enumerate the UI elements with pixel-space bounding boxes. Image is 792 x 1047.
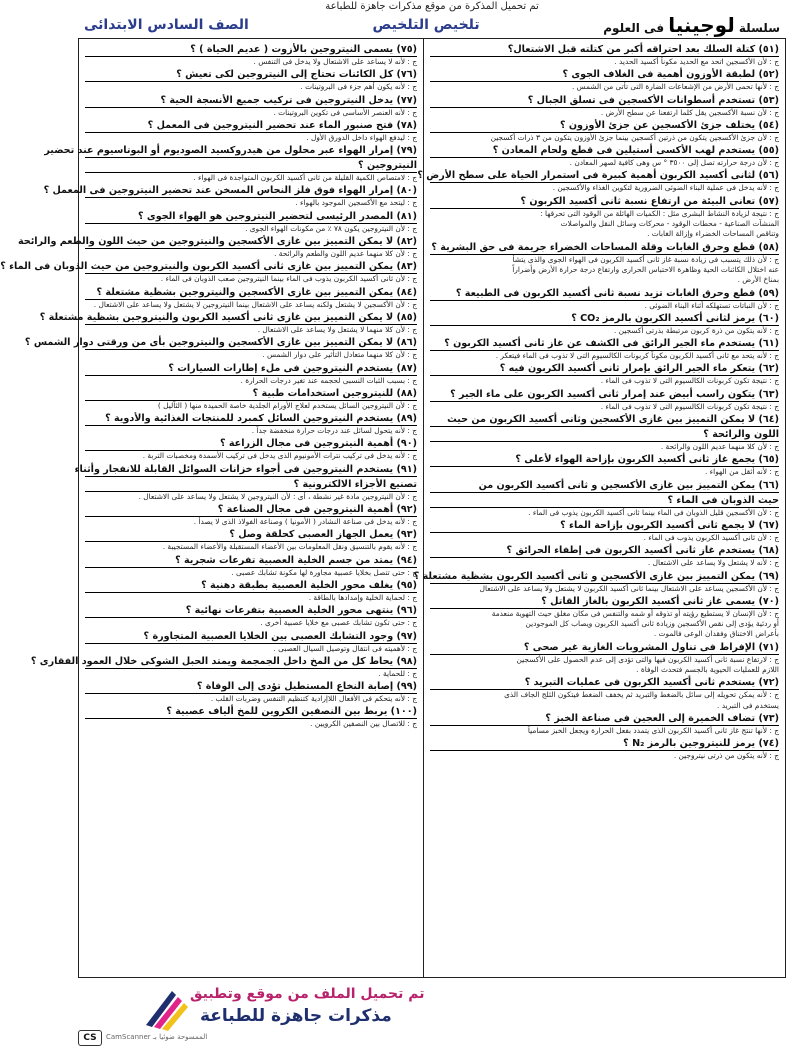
question-heading: (٧٩) إمرار الهواء عبر محلول من هيدروكسيد الصوديوم أو البوتاسيوم عند تحضير xyxy=(44,145,417,157)
question-heading: (٥٨) قطع وحرق الغابات وقلة المساحات الخضراء جريمة فى حق البشرية ؟ xyxy=(431,241,779,253)
question-heading: (٨٥) لا يمكن التمييز بين غازى ثانى أكسيد الكربون والنيتروجين بشظية مشتعلة ؟ xyxy=(39,311,417,323)
answer-line: ج : حتى تتصل بخلايا عصبية مجاورة لها مكونة تشابك عصبى . xyxy=(231,567,417,577)
answer-line: ج : لارتفاع نسبة ثانى أكسيد الكربون فيها والتى تؤدى إلى عدم الحصول على الأكسجين xyxy=(516,654,779,664)
answer-line: ج : لأنها تحمى الأرض من الإشعاعات الضارة التى تأتى من الشمس . xyxy=(571,82,779,92)
question-heading: تصنيع الأجزاء الالكترونية ؟ xyxy=(85,478,417,492)
question-heading: (٨٨) للنيتروجين استخدامات طبية ؟ xyxy=(85,387,417,401)
footer-line-2: مذكرات جاهزة للطباعة xyxy=(200,1006,392,1026)
answer-line: ج : لحماية الخلية وإمدادها بالطاقة . xyxy=(308,592,417,602)
answer-line: ج : ليدفع الهواء داخل الدورق الأول . xyxy=(306,132,417,142)
question-heading: (٧٣) تضاف الخميرة إلى العجين فى صناعة الخبز ؟ xyxy=(430,712,779,726)
question-heading: (٩٣) يعمل الجهاز العصبى كحلقة وصل ؟ xyxy=(85,528,417,542)
content-frame xyxy=(0,38,786,978)
page-header xyxy=(78,13,786,37)
answer-line: ج : لأنه يكون أهم جزء فى البروتينات . xyxy=(300,82,417,92)
answer-line: ج : للاتصال بين النصفين الكرويين . xyxy=(310,719,417,729)
answer-line: ج : نتيجة لزيادة النشاط البشرى مثل : الكميات الهائلة من الوقود التى تحرقها : xyxy=(540,208,779,218)
question-heading: (٥٧) تعانى البيئة من ارتفاع نسبة ثانى أكسيد الكربون ؟ xyxy=(430,195,779,209)
answer-line: عنه اختلال الكائنات الحية وظاهرة الاحتباس الحرارى وارتفاع درجة حرارة الأرض وأضراراً xyxy=(512,264,779,274)
question-heading: (٨٠) إمرار الهواء فوق فلز النحاس المسخن عند تحضير النيتروجين فى المعمل ؟ xyxy=(43,185,417,197)
question-heading: (٩٩) إصابة النخاع المستطيل تؤدى إلى الوفاة ؟ xyxy=(85,680,417,694)
answer-line: ج : لأنه يتكون من ذرة كربون مرتبطة بذرتى أكسجين . xyxy=(613,325,779,335)
question-heading: (٦٦) يمكن التمييز بين غازى الأكسجين و ثانى أكسيد الكربون من xyxy=(430,479,779,493)
answer-line: ج : لأنه أثقل من الهواء . xyxy=(704,467,779,477)
answer-line: ج : لأن النيتروجين السائل يستخدم لعلاج الأورام الجلدية خاصة الحميدة منها ( الثآليل ) xyxy=(157,400,417,410)
answer-line: ج : نتيجة تكون كربونات الكالسيوم التى لا تذوب فى الماء . xyxy=(600,401,779,411)
question-heading: (٦٣) يتكون راسب أبيض عند إمرار ثانى أكسيد الكربون على ماء الجير ؟ xyxy=(430,388,779,402)
answer-line: ج : لأن ثانى أكسيد الكربون يذوب فى الماء بينما النيتروجين صعب الذوبان فى الماء . xyxy=(160,274,417,284)
question-heading: (٨١) المصدر الرئيسى لتحضير النيتروجين هو الهواء الجوى ؟ xyxy=(85,210,417,224)
answer-line: ج : لأنها تنتج غاز ثانى أكسيد الكربون الذى يتمدد بفعل الحرارة ويجعل الخبز مسامياً xyxy=(527,725,779,735)
answer-line: المنشآت الصناعية - محطات الوقود - محركات وسائل النقل والمواصلات xyxy=(560,219,779,229)
series-title xyxy=(603,13,780,37)
question-heading: (٨٧) يستخدم النيتروجين فى ملء إطارات السيارات ؟ xyxy=(85,362,417,376)
series-name: لوجينيا xyxy=(668,13,735,37)
answer-line: ج : بسبب الثبات النسبى لحجمه عند تغير درجات الحرارة . xyxy=(240,375,417,385)
question-heading: (٩٦) ينتهى محور الخلية العصبية بتفرعات نهائية ؟ xyxy=(85,604,417,618)
answer-line: ج : لأن الإنسان لا يستطيع رؤيته أو تذوقه أو شمه والتنفس فى مكان مغلق حيث التهوية منعدمة xyxy=(491,608,779,618)
question-heading: (٧٥) يسمى النيتروجين بالأزوت ( عديم الحياة ) ؟ xyxy=(85,43,417,57)
answer-line: ج : لامتصاص الكمية القليلة من ثانى أكسيد الكربون المتواجدة فى الهواء . xyxy=(193,173,417,183)
question-heading: (٧٨) فتح صنبور الماء عند تحضير النيتروجين فى المعمل ؟ xyxy=(85,119,417,133)
answer-line: ج : لأن كلا منهما لا يشتعل ولا يساعد على الاشتعال . xyxy=(257,324,417,334)
answer-line: ج : لأن ثانى أكسيد الكربون يذوب فى الماء . xyxy=(643,532,779,542)
question-heading: (٩٨) يحاط كل من المخ داخل الجمجمة ويمتد الحبل الشوكى خلال العمود الفقارى ؟ xyxy=(30,655,417,667)
answer-line: بأعراض الاختناق وفقدان الوعى فالموت . xyxy=(653,629,779,639)
answer-line: ج : للحماية . xyxy=(378,668,417,678)
answer-line: ج : لأنه يدخل فى تركيب نترات الأمونيوم الذى يدخل فى تركيب الأسمدة ومخصبات التربة . xyxy=(142,451,417,461)
question-heading: (٦٩) يمكن التمييز بين غازى الأكسجين و ثانى أكسيد الكربون بشظية مشتعلة ؟ xyxy=(413,570,779,582)
question-heading: (٩٤) يمتد من جسم الخلية العصبية تفرعات شجرية ؟ xyxy=(85,554,417,568)
answer-line: ج : لأن النباتات تستهلكه أثناء البناء الضوئى . xyxy=(644,300,779,310)
grade-title: الصف السادس الابتدائى xyxy=(84,17,249,33)
summary-title: تلخيص التلخيص xyxy=(372,17,480,33)
series-subject: فى العلوم xyxy=(603,21,665,35)
question-heading: (٦٢) يتعكر ماء الجير الرائق بإمرار ثانى أكسيد الكربون فيه ؟ xyxy=(430,362,779,376)
question-heading: (٨٣) يمكن التمييز بين غازى ثانى أكسيد الكربون والنيتروجين من حيث الذوبان فى الماء ؟ xyxy=(0,261,417,273)
answer-line: ج : لأن كلا منهما عديم اللون والرائحة . xyxy=(660,442,779,452)
answer-line: ج : لأن كلا منهما متعادل التأثير على دوار الشمس . xyxy=(262,350,417,360)
question-heading: حيث الذوبان فى الماء ؟ xyxy=(430,494,779,508)
question-heading: (٥٢) لطبقة الأوزون أهمية فى الغلاف الجوى ؟ xyxy=(430,68,779,82)
answer-line: ج : لأنه يتكون من ذرتى نيتروجين . xyxy=(673,751,779,761)
question-heading: (٦٨) يستخدم غاز ثانى أكسيد الكربون فى إطفاء الحرائق ؟ xyxy=(430,544,779,558)
answer-line: ج : لأنه يتحكم فى الأفعال اللاإرادية كتنظيم التنفس وضربات القلب . xyxy=(210,694,417,704)
answer-line: ج : لأنه العنصر الأساسى فى تكوين البروتينات . xyxy=(273,107,417,117)
answer-line: ج : لأن النيتروجين مادة غير نشطة ، أى : لأن النيتروجين لا يشتعل ولا يساعد على الاشتعال . xyxy=(138,491,417,501)
answer-line: ج : لأنه لا يشتعل ولا يساعد على الاشتعال . xyxy=(647,558,779,568)
question-heading: (٥٩) قطع وحرق الغابات تزيد نسبة ثانى أكسيد الكربون فى الطبيعة ؟ xyxy=(430,287,779,301)
scanner-text: الممسوحة ضوئيا بـ CamScanner xyxy=(106,1033,208,1041)
question-heading: اللون والرائحة ؟ xyxy=(430,428,779,442)
answer-line: ج : لأنه يتحول لسائل عند درجات حرارة منخفضة جداً . xyxy=(251,426,417,436)
answer-line: ج : لأن ذلك يتسبب فى زيادة نسبة غاز ثانى أكسيد الكربون فى الهواء الجوى والذى يتشأ xyxy=(512,254,779,264)
question-heading: (٨٢) لا يمكن التمييز بين غازى الأكسجين والنيتروجين من حيث اللون والطعم والرائحة xyxy=(17,236,417,248)
answer-line: يستخدم فى التبريد . xyxy=(717,700,779,710)
question-heading: (٧٢) يستخدم ثانى أكسيد الكربون فى عمليات التبريد ؟ xyxy=(430,676,779,690)
top-download-note: تم تحميل المذكرة من موقع مذكرات جاهزة للطباعة xyxy=(325,1,539,12)
question-heading: (٩٥) يغلف محور الخلية العصبية بطبقة دهنية ؟ xyxy=(85,579,417,593)
answer-line: ج : حتى تكون تشابك عصبى مع خلايا عصبية أخرى . xyxy=(260,618,417,628)
question-heading: (٨٤) يمكن التمييز بين غازى الأكسجين والنيتروجين بشظية مشتعلة ؟ xyxy=(85,286,417,300)
answer-line: ج : لأن النيتروجين يكون ٧٨ ٪ من مكونات الهواء الجوى . xyxy=(245,223,417,233)
question-heading: (٦٠) يرمز لثانى أكسيد الكربون بالرمز CO₂ ؟ xyxy=(430,312,779,326)
question-heading: (٦١) يستخدم ماء الجير الرائق فى الكشف عن غاز ثانى أكسيد الكربون ؟ xyxy=(430,337,779,351)
question-heading: (٦٧) لا يجمع ثانى أكسيد الكربون بإزاحة الماء ؟ xyxy=(430,519,779,533)
question-heading: (٧٠) يسمى غاز ثانى أكسيد الكربون بالغاز القاتل ؟ xyxy=(430,595,779,609)
question-heading: (٧٤) يرمز للنيتروجين بالرمز N₂ ؟ xyxy=(430,737,779,751)
left-column xyxy=(0,39,423,977)
answer-line: ج : لأنه يقوم بالتنسيق ونقل المعلومات بين الأعضاء المستقبلة والأعضاء المستجيبة . xyxy=(162,542,417,552)
right-column xyxy=(413,39,785,977)
answer-line: ج : لأن نسبة الأكسجين يقل كلما ارتفعنا عن سطح الأرض . xyxy=(600,107,779,117)
answer-line: ج : لأن كلا منهما عديم اللون والطعم والرائحة . xyxy=(274,249,417,259)
answer-line: ج : لأن الأكسجين لا يشتعل ولكنه يساعد على الاشتعال بينما النيتروجين لا يشتعل ولا يساعد على الاشتعال . xyxy=(93,299,417,309)
question-heading: (٥٦) لثانى أكسيد الكربون أهمية كبيرة فى استمرار الحياة على سطح الأرض ؟ xyxy=(417,170,779,182)
answer-line: أو ردئية يؤدى إلى نقص الأكسجين وزيادة ثانى أكسيد الكربون ويصاب كل الموجودين xyxy=(525,619,779,629)
answer-line: ج : لأنه يدخل فى صناعة النشادر ( الأمونيا ) وصناعة الفولاذ الذى لا يصدأ . xyxy=(193,517,417,527)
question-heading: (٥٥) يستخدم لهب الأكسى أستيلين فى قطع ولحام المعادن ؟ xyxy=(430,144,779,158)
answer-line: بمناخ الأرض . xyxy=(737,275,779,285)
answer-line: ج : لأن درجة حرارته تصل إلى ٣٥٠٠ ° س وهى كافية لصهر المعادن . xyxy=(569,158,779,168)
question-heading: (٩٠) أهمية النيتروجين فى مجال الزراعة ؟ xyxy=(85,437,417,451)
scanner-badge: CS xyxy=(78,1030,102,1046)
question-heading: (٨٩) يستخدم النيتروجين السائل كمبرد للمنتجات الغذائية والأدوية ؟ xyxy=(85,412,417,426)
question-heading: (٦٤) لا يمكن التمييز بين غازى الأكسجين وثانى أكسيد الكربون من حيث xyxy=(430,413,779,427)
question-heading: (٩٢) أهمية النيتروجين فى مجال الصناعة ؟ xyxy=(85,503,417,517)
answer-line: ج : لأهميته فى انتقال وتوصيل السيال العصبى . xyxy=(273,643,417,653)
answer-line: ج : نتيجة تكون كربونات الكالسيوم التى لا تذوب فى الماء . xyxy=(600,376,779,386)
question-heading: (٧٧) يدخل النيتروجين فى تركيب جميع الأنسجة الحية ؟ xyxy=(85,94,417,108)
answer-line: ج : لأنه يتحد مع ثانى أكسيد الكربون مكوناً كربونات الكالسيوم التى لا تذوب فى الماء فيتعكر . xyxy=(495,351,779,361)
question-heading: (٥٤) يختلف جزئ الأكسجين عن جزئ الأوزون ؟ xyxy=(430,119,779,133)
question-heading: (٩١) يستخدم النيتروجين فى أجواء خزانات السوائل القابلة للانفجار وأثناء xyxy=(74,463,417,475)
footer-line-1: تم تحميل الملف من موقع وتطبيق xyxy=(190,986,425,1002)
series-prefix: سلسلة xyxy=(738,21,780,35)
answer-line: ج : لأن الأكسجين يساعد على الاشتعال بينما ثانى أكسيد الكربون لا يشتعل ولا يساعد على الاشتعال xyxy=(479,583,779,593)
answer-line: وتناقص المساحات الخضراء وإزالة الغابات . xyxy=(647,229,779,239)
answer-line: ج : لأن الأكسجين قليل الذوبان فى الماء بينما ثانى أكسيد الكربون يذوب فى الماء . xyxy=(528,507,779,517)
question-heading: (٥١) كتلة السلك بعد احتراقه أكبر من كتلته قبل الاشتعال؟ xyxy=(430,43,779,57)
question-heading: (٧١) الإفراط فى تناول المشروبات الغازية غير صحى ؟ xyxy=(430,641,779,655)
question-heading: (٨٦) لا يمكن التمييز بين غازى الأكسجين والنيتروجين بأى من ورقتى دوار الشمس ؟ xyxy=(24,337,417,349)
question-heading: (٥٣) تستخدم أسطوانات الأكسجين فى تسلق الجبال ؟ xyxy=(430,94,779,108)
answer-line: اللازم للعمليات الحيوية بالجسم فتحدث الوفاة . xyxy=(636,665,779,675)
question-heading: النيتروجين ؟ xyxy=(85,159,417,173)
answer-line: ج : لأنه يدخل فى عملية البناء الضوئى الضرورية لتكوين الغذاء والأكسجين . xyxy=(552,183,779,193)
answer-line: ج : لأن جزئ الأكسجين يتكون من ذرتين أكسجين بينما جزئ الأوزون يتكون من ٣ ذرات أكسجين xyxy=(490,132,779,142)
answer-line: ج : لأنه يمكن تحويله إلى سائل بالضغط والتبريد ثم يخفف الضغط فيتكون الثلج الجاف الذى xyxy=(504,690,779,700)
answer-line: ج : ليتحد مع الأكسجين الموجود بالهواء . xyxy=(295,198,417,208)
footer xyxy=(72,980,792,1047)
question-heading: (٦٥) يجمع غاز ثانى أكسيد الكربون بإزاحة الهواء لأعلى ؟ xyxy=(430,453,779,467)
question-heading: (١٠٠) يربط بين النصفين الكروين للمخ ألياف عصبية ؟ xyxy=(85,705,417,719)
answer-line: ج : لأن الأكسجين اتحد مع الحديد مكوناً أكسيد الحديد . xyxy=(614,57,779,66)
answer-line: ج : لأنه لا يساعد على الاشتعال ولا يدخل فى التنفس . xyxy=(253,57,417,66)
question-heading: (٩٧) وجود التشابك العصبى بين الخلايا العصبية المتجاورة ؟ xyxy=(85,630,417,644)
question-heading: (٧٦) كل الكائنات تحتاج إلى النيتروجين لكى تعيش ؟ xyxy=(85,68,417,82)
